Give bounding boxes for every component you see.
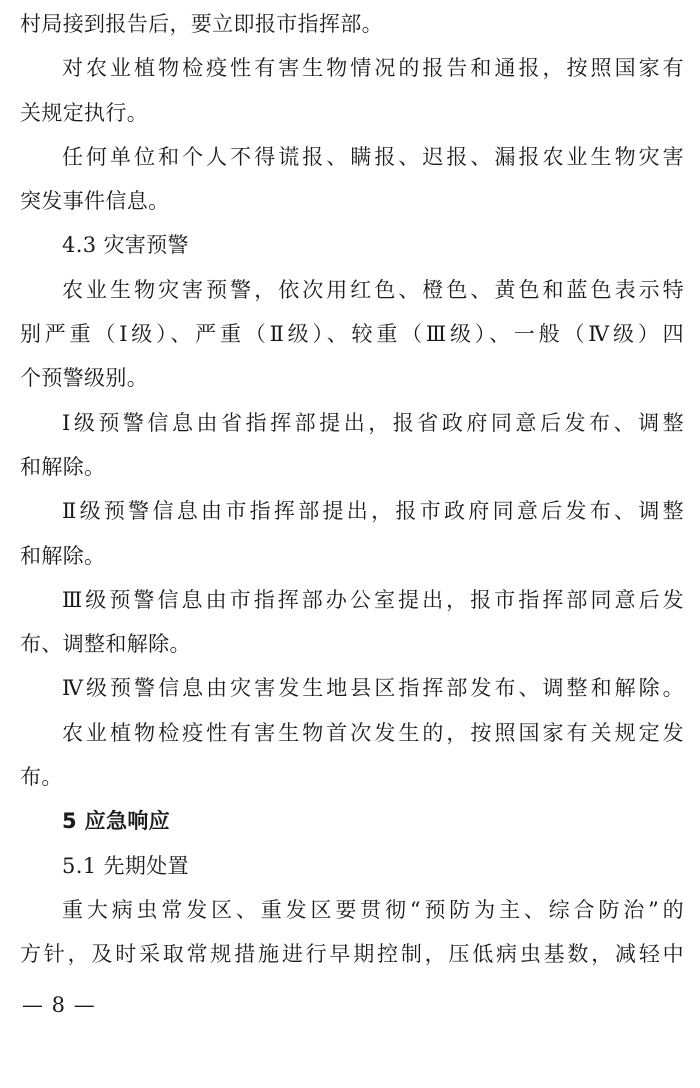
text-line: 对农业植物检疫性有害生物情况的报告和通报，按照国家有 xyxy=(62,56,684,81)
text-line: 和解除。 xyxy=(20,543,106,568)
section-heading: 5 应急响应 xyxy=(62,809,171,834)
text-line: 重大病虫常发区、重发区要贯彻“预防为主、综合防治”的 xyxy=(62,897,684,922)
text-line: Ⅲ级预警信息由市指挥部办公室提出，报市指挥部同意后发 xyxy=(62,587,684,612)
document-body xyxy=(20,2,684,977)
text-line: 关规定执行。 xyxy=(20,100,149,125)
text-line: 和解除。 xyxy=(20,454,106,479)
text-line: 农业植物检疫性有害生物首次发生的，按照国家有关规定发 xyxy=(62,720,684,745)
text-line: 村局接到报告后，要立即报市指挥部。 xyxy=(20,12,383,36)
text-line: Ⅱ级预警信息由市指挥部提出，报市政府同意后发布、调整 xyxy=(62,499,684,524)
text-line: 农业生物灾害预警，依次用红色、橙色、黄色和蓝色表示特 xyxy=(62,277,684,302)
text-line: 个预警级别。 xyxy=(20,366,149,391)
text-line: 突发事件信息。 xyxy=(20,189,170,214)
text-line: 任何单位和个人不得谎报、瞒报、迟报、漏报农业生物灾害 xyxy=(62,144,684,169)
text-line: 布。 xyxy=(20,765,63,790)
text-line: Ⅳ级预警信息由灾害发生地县区指挥部发布、调整和解除。 xyxy=(62,676,684,701)
text-line: 布、调整和解除。 xyxy=(20,632,191,657)
page-number: — 8 — xyxy=(22,993,96,1017)
text-line: 方针，及时采取常规措施进行早期控制，压低病虫基数，减轻中 xyxy=(20,942,684,967)
text-line: 4.3 灾害预警 xyxy=(62,233,189,258)
text-line: 别严重（Ⅰ级）、严重（Ⅱ级）、较重（Ⅲ级）、一般（Ⅳ级）四 xyxy=(20,322,684,347)
text-line: Ⅰ级预警信息由省指挥部提出，报省政府同意后发布、调整 xyxy=(62,410,684,435)
text-line: 5.1 先期处置 xyxy=(62,853,189,878)
